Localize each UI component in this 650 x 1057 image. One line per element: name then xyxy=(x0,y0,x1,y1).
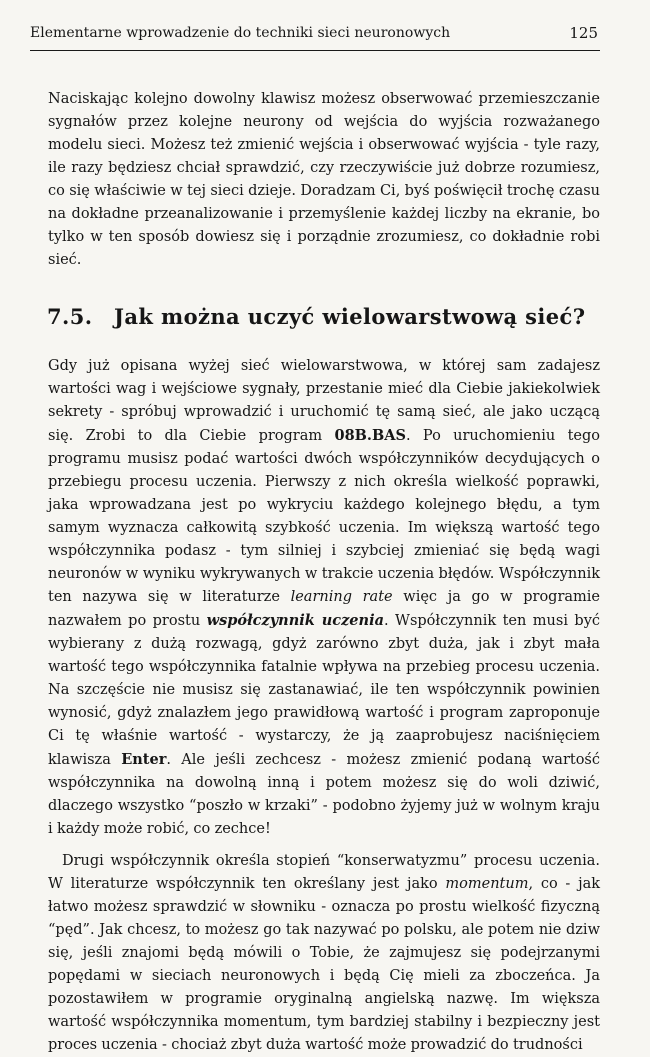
body-paragraph-2 xyxy=(48,355,600,841)
paragraph-3-text-1: Drugi współczynnik określa stopień “konserwatyzmu” procesu uczenia. W literaturze współczynnik ten określany jest jako xyxy=(48,853,600,892)
learning-coefficient-term: współczynnik uczenia xyxy=(206,612,384,629)
enter-key-name: Enter xyxy=(121,751,167,768)
paragraph-3-text-2: , co - jak łatwo możesz sprawdzić w słowniku - oznacza po prostu wielkość fizyczną “pęd”. Jak chcesz, to możesz go tak nazywać po polsku, ale potem nie dziw się, jeśli znajomi będą mówili o Tobie, że zajmujesz się podejrzanymi popędami w sieciach neuronowych i będą Cię mieli za zboczeńca. Ja pozostawiłem w programie oryginalną angielską nazwę. Im większa wartość współczynnika momentum, tym bardziej stabilny i bezpieczny jest proces uczenia - chociaż zbyt duża wartość może prowadzić do trudności xyxy=(48,876,601,1053)
momentum-term: momentum xyxy=(445,876,529,892)
body-paragraph-3 xyxy=(48,850,600,1057)
paragraph-2-text-5: . Ale jeśli zechcesz - możesz zmienić podaną wartość współczynnika na dowolną inną i potem możesz się do woli dziwić, dlaczego wszystko “poszło w krzaki” - podobno żyjemy już w wolnym kraju i każdy może robić, co zechce! xyxy=(48,752,600,837)
learning-rate-term: learning rate xyxy=(290,589,393,605)
page-content xyxy=(48,88,600,1057)
section-number: 7.5. xyxy=(47,304,93,329)
paragraph-2-text-4: . Współczynnik ten musi być wybierany z dużą rozwagą, gdyż zarówno zbyt duża, jak i zbyt mała wartość tego współczynnika fatalnie wpływa na przebieg procesu uczenia. Na szczęście nie musisz się zastanawiać, ile ten współczynnik powinien wynosić, gdyż znalazłem jego prawidłową wartość i program zaproponuje Ci tę właśnie wartość - wystarczy, że ją zaaprobujesz naciśnięciem klawisza xyxy=(48,613,601,768)
paragraph-2-text-1: Gdy już opisana wyżej sieć wielowarstwowa, w której sam zadajesz wartości wag i wejściowe sygnały, przestanie mieć dla Ciebie jakiekolwiek sekrety - spróbuj wprowadzić i uruchomić tę samą sieć, ale jako uczącą się. Zrobi to dla Ciebie program xyxy=(48,358,600,444)
section-title: Jak można uczyć wielowarstwową sieć? xyxy=(114,304,586,329)
paragraph-2-text-3: więc ja go w programie nazwałem po prostu xyxy=(48,589,601,629)
page-header xyxy=(30,24,600,51)
program-name: 08B.BAS xyxy=(334,427,406,444)
section-heading xyxy=(47,303,600,331)
page-number: 125 xyxy=(569,24,598,42)
running-title: Elementarne wprowadzenie do techniki sieci neuronowych xyxy=(30,25,451,41)
body-paragraph-1: Naciskając kolejno dowolny klawisz możesz obserwować przemieszczanie sygnałów przez kolejne neurony od wejścia do wyjścia rozważanego modelu sieci. Możesz też zmienić wejścia i obserwować wyjścia - tyle razy, ile razy będziesz chciał sprawdzić, czy rzeczywiście już dobrze rozumiesz, co się właściwie w tej sieci dzieje. Doradzam Ci, byś poświęcił trochę czasu na dokładne przeanalizowanie i przemyślenie każdej liczby na ekranie, bo tylko w ten sposób dowiesz się i porządnie zrozumiesz, co dokładnie robi sieć. xyxy=(48,91,600,268)
paragraph-2-text-2: . Po uruchomieniu tego programu musisz podać wartości dwóch współczynników decydujących o przebiegu procesu uczenia. Pierwszy z nich określa wielkość poprawki, jaka wprowadzana jest po wykryciu każdego kolejnego błędu, a tym samym wyznacza całkowitą szybkość uczenia. Im większą wartość tego współczynnika podasz - tym silniej i szybciej zmieniać się będą wagi neuronów w wyniku wykrywanych w trakcie uczenia błędów. Współczynnik ten nazywa się w literaturze xyxy=(48,428,600,605)
